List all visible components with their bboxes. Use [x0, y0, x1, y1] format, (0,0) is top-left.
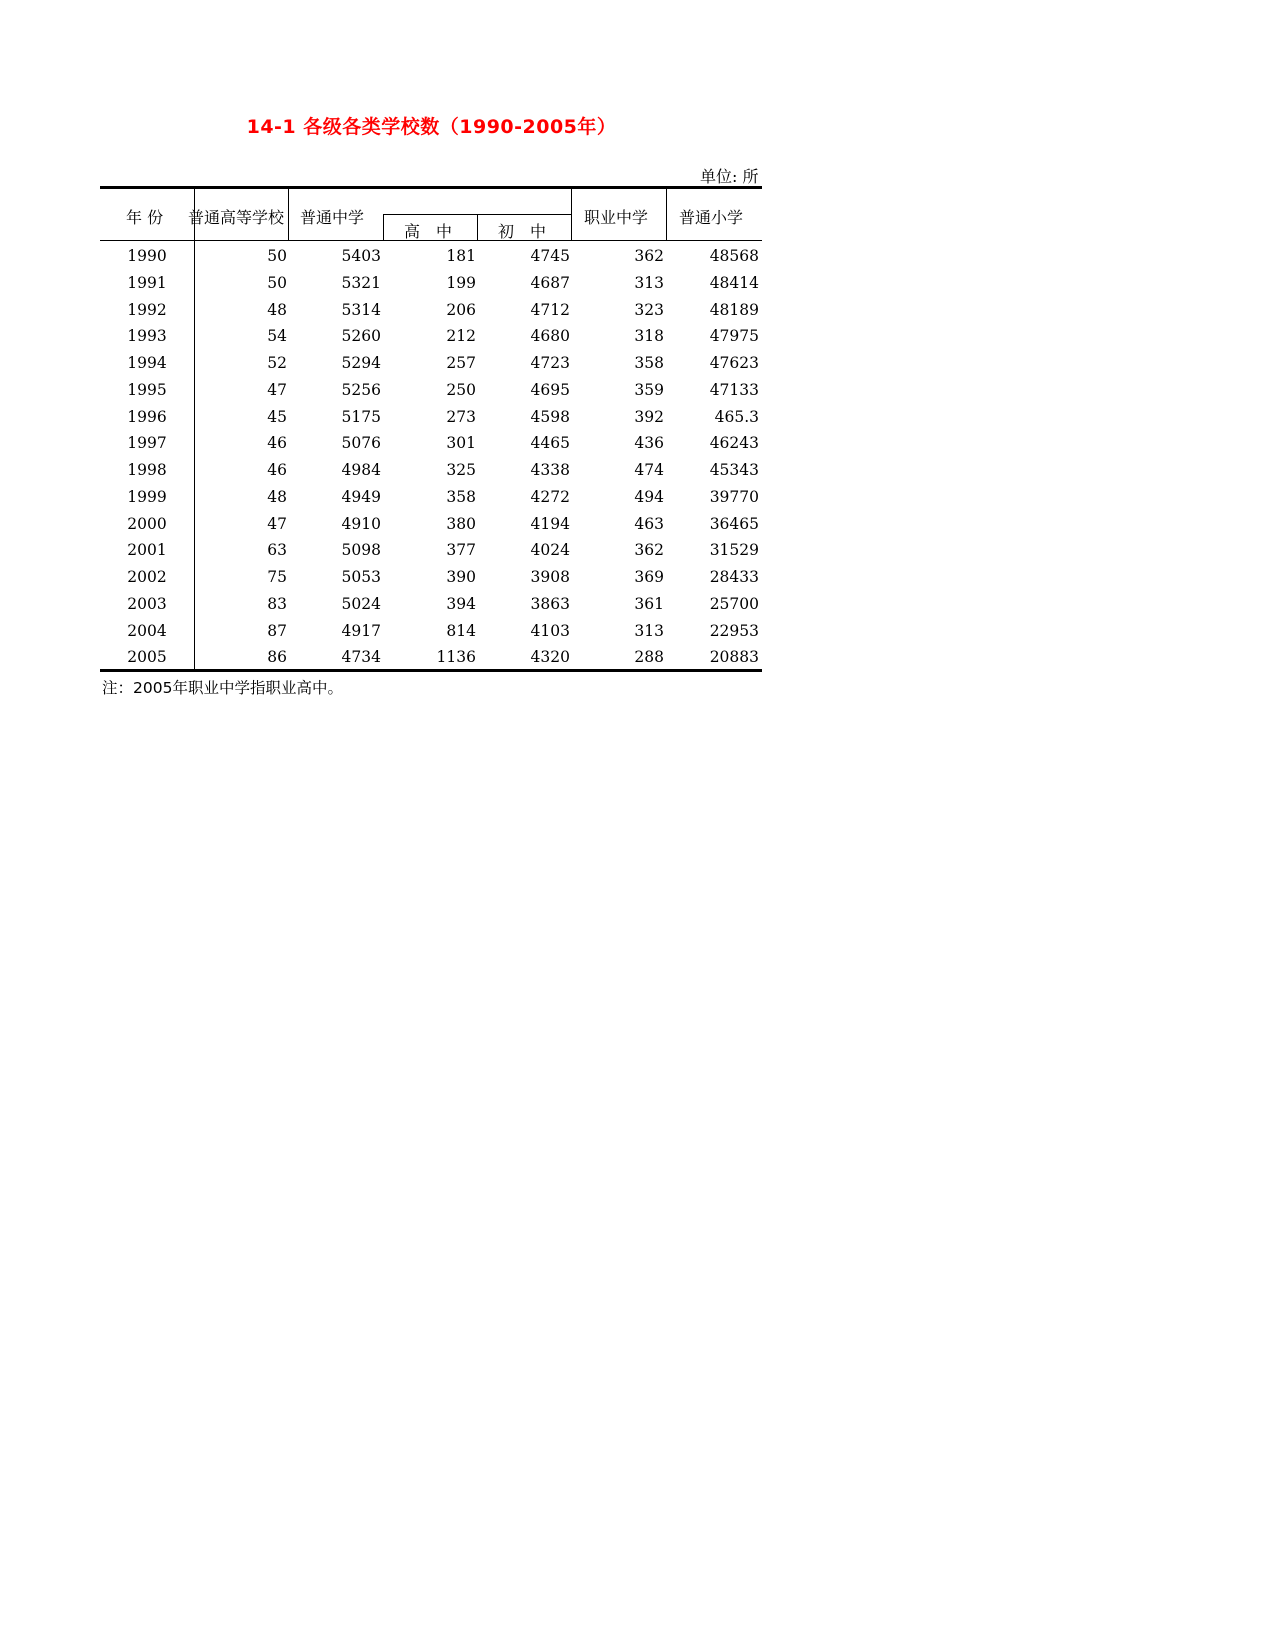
cell-middle: 5175	[341, 407, 381, 426]
cell-primary: 47133	[709, 380, 759, 399]
col-divider-vocational	[666, 188, 667, 241]
cell-primary: 20883	[709, 648, 759, 667]
cell-primary: 465.3	[714, 407, 759, 426]
cell-senior: 206	[446, 300, 476, 319]
cell-year: 2005	[127, 648, 167, 667]
cell-junior: 4723	[530, 354, 570, 372]
cell-year: 1998	[127, 461, 167, 479]
cell-higher: 46	[267, 434, 287, 453]
cell-senior: 199	[446, 273, 476, 292]
col-divider-senior	[477, 214, 478, 241]
cell-middle: 5314	[341, 300, 381, 319]
col-divider-junior	[571, 188, 572, 241]
cell-year: 2004	[127, 621, 167, 640]
cell-primary: 22953	[709, 621, 759, 640]
cell-senior: 380	[446, 514, 476, 533]
cell-vocational: 436	[634, 434, 664, 453]
cell-primary: 28433	[709, 568, 759, 586]
cell-year: 1991	[127, 273, 167, 292]
table-title: 14-1 各级各类学校数（1990-2005年）	[246, 116, 617, 138]
header-year: 年 份	[126, 208, 164, 227]
cell-senior: 814	[446, 621, 476, 640]
header-middle: 普通中学	[300, 208, 365, 227]
cell-vocational: 288	[634, 648, 664, 667]
cell-senior: 212	[446, 327, 476, 346]
cell-primary: 31529	[709, 541, 759, 560]
cell-middle: 5053	[341, 568, 381, 586]
col-divider-year	[194, 188, 195, 670]
cell-vocational: 392	[634, 407, 664, 426]
cell-vocational: 318	[634, 327, 664, 346]
cell-primary: 48189	[709, 300, 759, 319]
cell-junior: 4598	[530, 407, 570, 426]
cell-higher: 83	[267, 594, 287, 613]
cell-year: 1994	[127, 354, 167, 372]
cell-vocational: 362	[634, 541, 664, 560]
cell-year: 1999	[127, 487, 167, 506]
cell-higher: 50	[267, 273, 287, 292]
cell-vocational: 362	[634, 247, 664, 265]
top-rule	[100, 186, 762, 189]
cell-middle: 4984	[341, 461, 381, 479]
cell-junior: 4024	[530, 541, 570, 560]
cell-junior: 3908	[530, 568, 570, 586]
cell-middle: 4734	[341, 648, 381, 667]
cell-primary: 47623	[709, 354, 759, 372]
cell-senior: 181	[446, 247, 476, 265]
cell-senior: 273	[446, 407, 476, 426]
cell-vocational: 361	[634, 594, 664, 613]
cell-vocational: 313	[634, 273, 664, 292]
cell-higher: 48	[267, 300, 287, 319]
cell-junior: 4680	[530, 327, 570, 346]
cell-primary: 36465	[709, 514, 759, 533]
cell-vocational: 463	[634, 514, 664, 533]
cell-senior: 325	[446, 461, 476, 479]
cell-middle: 4917	[341, 621, 381, 640]
cell-higher: 47	[267, 380, 287, 399]
cell-vocational: 358	[634, 354, 664, 372]
cell-year: 1995	[127, 380, 167, 399]
cell-year: 2001	[127, 541, 167, 560]
cell-primary: 46243	[709, 434, 759, 453]
cell-junior: 4194	[530, 514, 570, 533]
col-divider-middle	[383, 214, 384, 241]
cell-higher: 54	[267, 327, 287, 346]
cell-higher: 48	[267, 487, 287, 506]
cell-year: 2003	[127, 594, 167, 613]
cell-junior: 4465	[530, 434, 570, 453]
cell-vocational: 494	[634, 487, 664, 506]
header-primary: 普通小学	[679, 208, 744, 227]
cell-higher: 47	[267, 514, 287, 533]
cell-higher: 87	[267, 621, 287, 640]
cell-primary: 25700	[709, 594, 759, 613]
cell-year: 1993	[127, 327, 167, 346]
cell-vocational: 313	[634, 621, 664, 640]
cell-vocational: 359	[634, 380, 664, 399]
cell-middle: 5321	[341, 273, 381, 292]
header-junior: 初 中	[498, 222, 547, 241]
bottom-rule	[100, 669, 762, 672]
cell-primary: 48414	[709, 273, 759, 292]
cell-junior: 4695	[530, 380, 570, 399]
cell-senior: 257	[446, 354, 476, 372]
cell-year: 1990	[127, 247, 167, 265]
cell-senior: 394	[446, 594, 476, 613]
cell-junior: 4712	[530, 300, 570, 319]
cell-senior: 250	[446, 380, 476, 399]
cell-junior: 3863	[530, 594, 570, 613]
cell-senior: 390	[446, 568, 476, 586]
cell-senior: 301	[446, 434, 476, 453]
cell-primary: 48568	[709, 247, 759, 265]
cell-higher: 63	[267, 541, 287, 560]
cell-junior: 4745	[530, 247, 570, 265]
cell-senior: 1136	[436, 648, 476, 667]
cell-middle: 5260	[341, 327, 381, 346]
cell-year: 2002	[127, 568, 167, 586]
cell-primary: 47975	[709, 327, 759, 346]
col-divider-higher	[288, 188, 289, 241]
unit-label: 单位: 所	[700, 167, 759, 186]
cell-primary: 45343	[709, 461, 759, 479]
cell-higher: 46	[267, 461, 287, 479]
cell-higher: 52	[267, 354, 287, 372]
cell-senior: 358	[446, 487, 476, 506]
footnote: 注：2005年职业中学指职业高中。	[102, 679, 343, 697]
cell-higher: 86	[267, 648, 287, 667]
cell-senior: 377	[446, 541, 476, 560]
cell-year: 1996	[127, 407, 167, 426]
cell-junior: 4338	[530, 461, 570, 479]
cell-higher: 45	[267, 407, 287, 426]
cell-middle: 5098	[341, 541, 381, 560]
cell-junior: 4103	[530, 621, 570, 640]
cell-primary: 39770	[709, 487, 759, 506]
cell-higher: 50	[267, 247, 287, 265]
cell-vocational: 369	[634, 568, 664, 586]
cell-vocational: 474	[634, 461, 664, 479]
cell-middle: 4910	[341, 514, 381, 533]
cell-junior: 4687	[530, 273, 570, 292]
cell-junior: 4272	[530, 487, 570, 506]
cell-year: 1997	[127, 434, 167, 453]
cell-vocational: 323	[634, 300, 664, 319]
cell-middle: 5294	[341, 354, 381, 372]
cell-middle: 5024	[341, 594, 381, 613]
header-senior: 高 中	[404, 222, 453, 241]
cell-middle: 5076	[341, 434, 381, 453]
cell-year: 2000	[127, 514, 167, 533]
header-higher: 普通高等学校	[188, 208, 285, 227]
cell-year: 1992	[127, 300, 167, 319]
cell-middle: 5256	[341, 380, 381, 399]
cell-middle: 4949	[341, 487, 381, 506]
cell-middle: 5403	[341, 247, 381, 265]
header-vocational: 职业中学	[584, 208, 649, 227]
cell-higher: 75	[267, 568, 287, 586]
cell-junior: 4320	[530, 648, 570, 667]
